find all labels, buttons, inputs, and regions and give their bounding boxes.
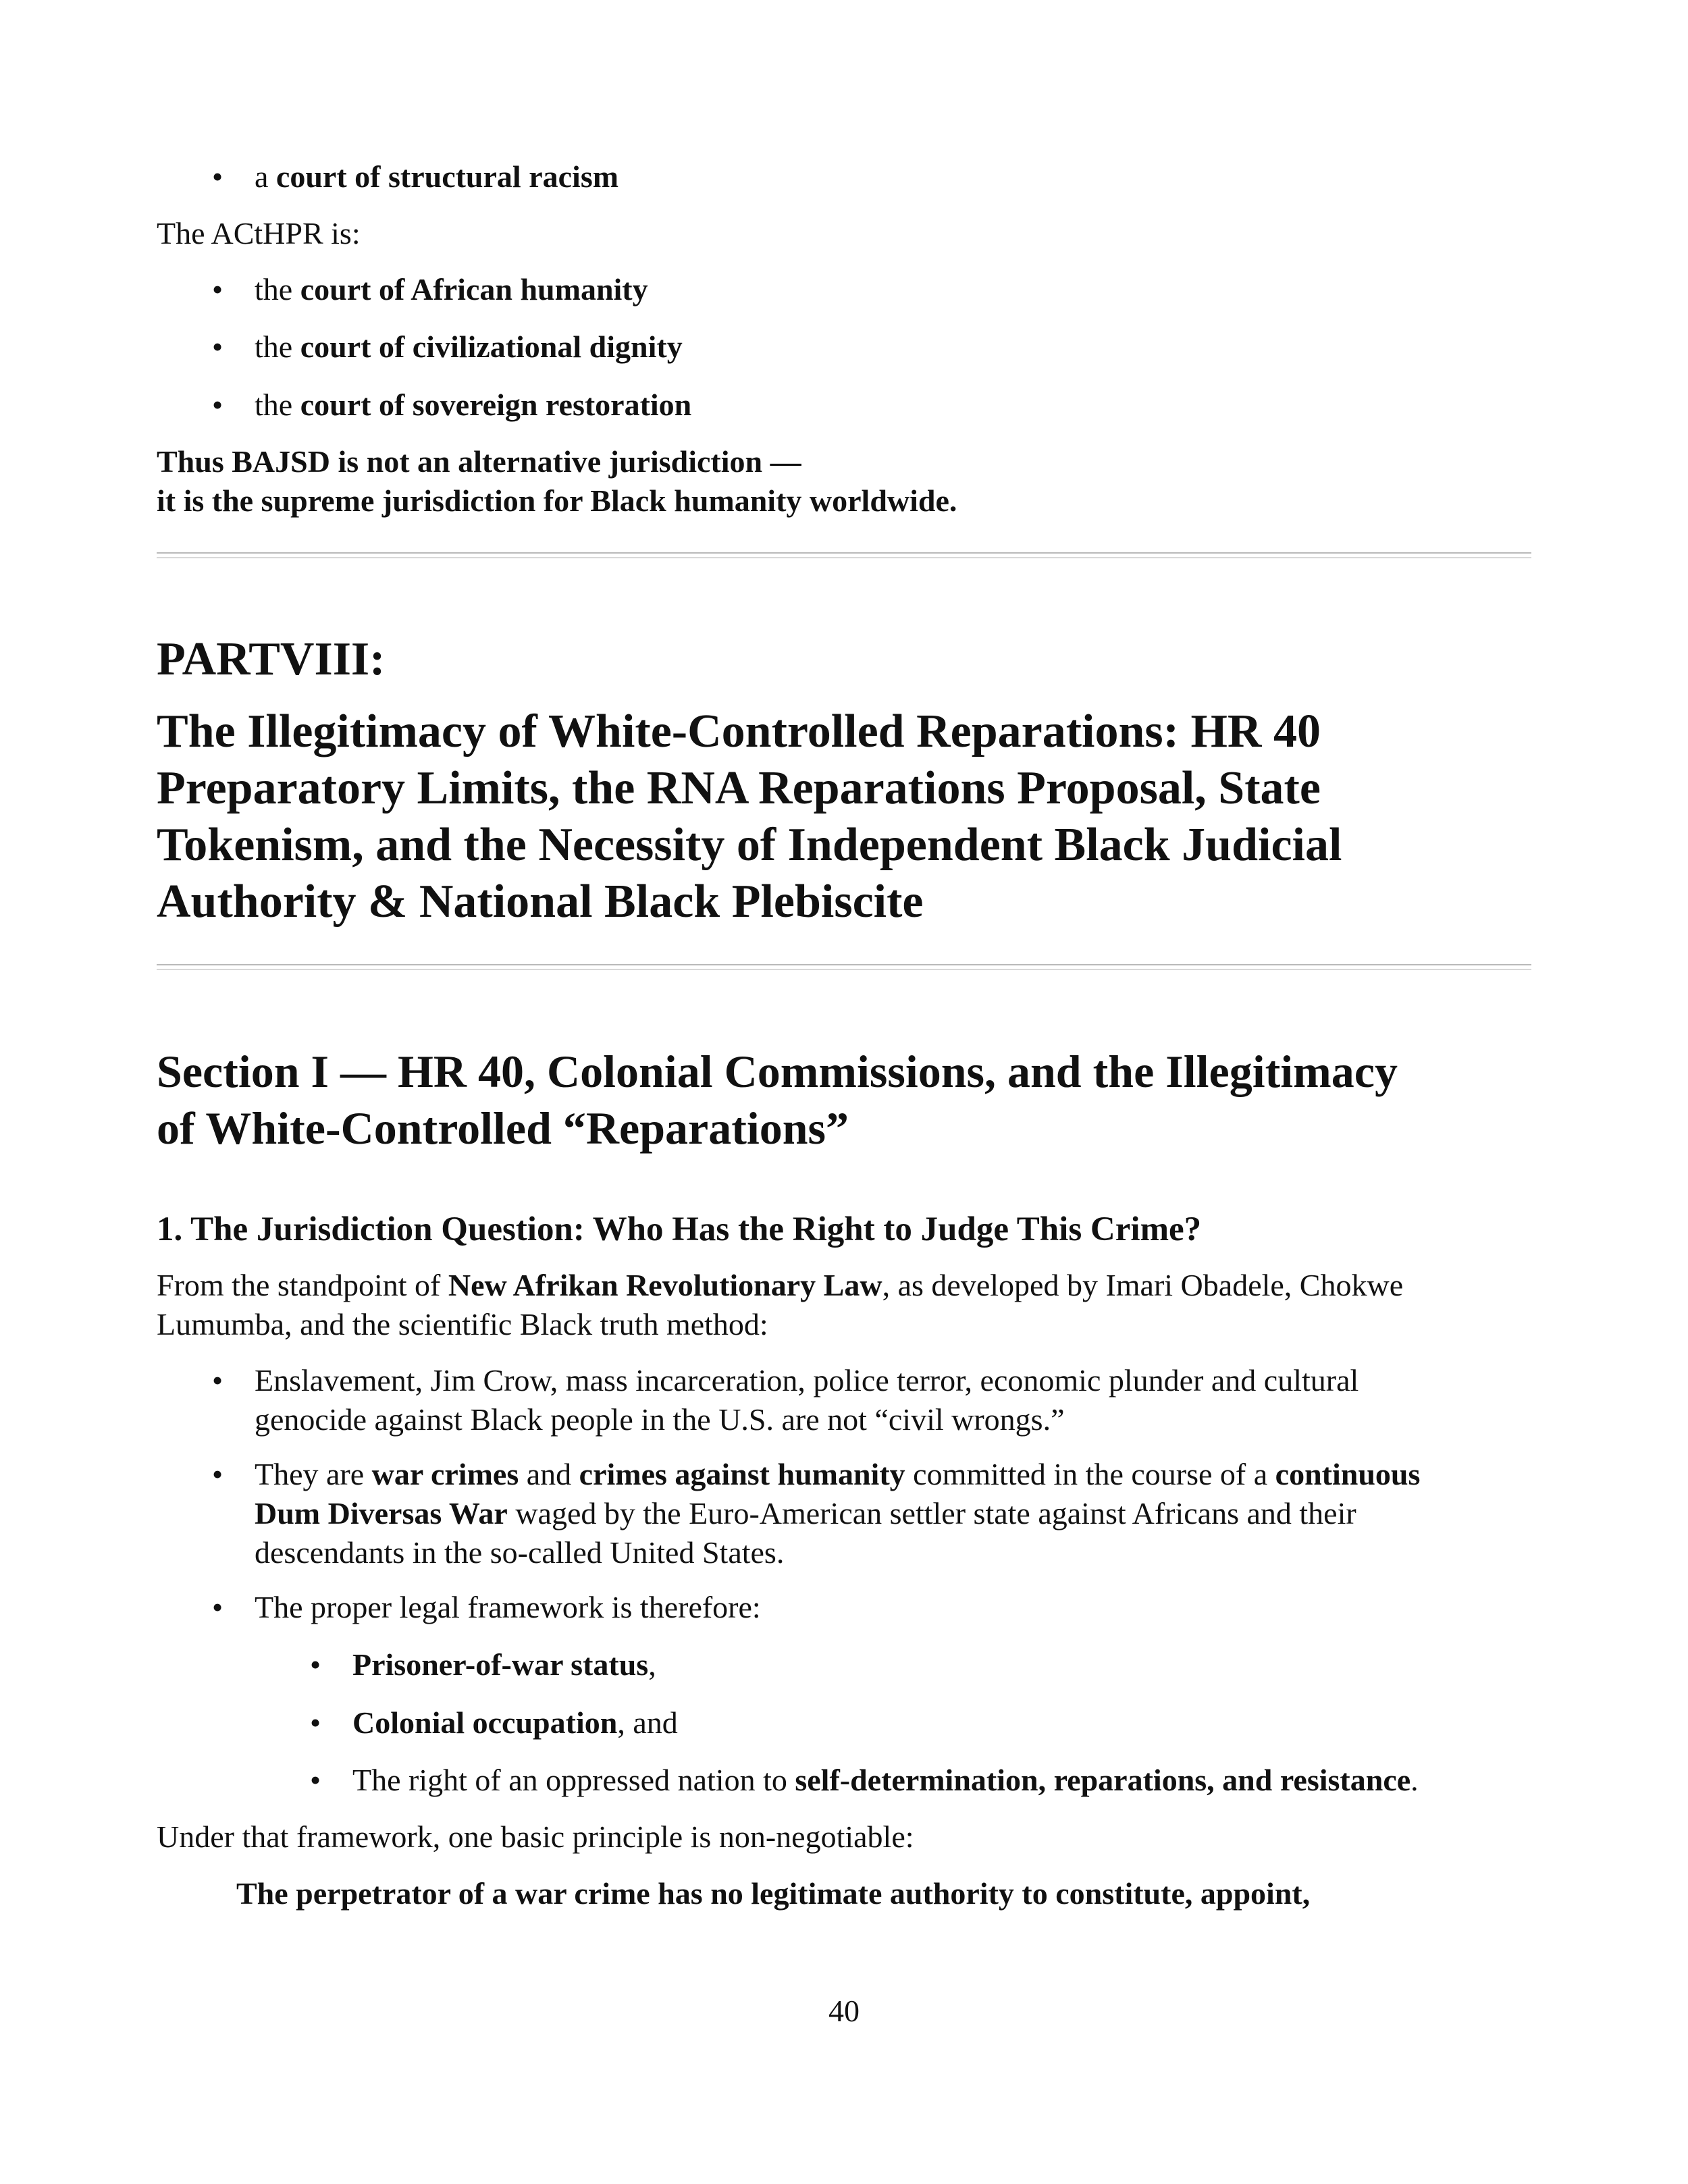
conclusion-line-1: Thus BAJSD is not an alternative jurisdiction —	[157, 444, 801, 479]
bullet-bold-text: continuous	[1275, 1457, 1421, 1491]
bullet-marker: •	[310, 1647, 321, 1682]
bullet-bold-text: court of African humanity	[300, 272, 648, 307]
part-title-line: Tokenism, and the Necessity of Independent Black Judicial	[157, 819, 1342, 871]
principle-statement	[157, 1874, 1531, 1913]
sub-list-item	[157, 1645, 1688, 1684]
horizontal-rule	[157, 964, 1531, 970]
list-item	[157, 1361, 1629, 1439]
page-number: 40	[828, 1994, 860, 2028]
part-title-line: Preparatory Limits, the RNA Reparations Proposal, State	[157, 762, 1321, 814]
bullet-text: Enslavement, Jim Crow, mass incarceration, police terror, economic plunder and cultural	[255, 1363, 1359, 1397]
list-item	[157, 270, 1629, 309]
list-item	[157, 385, 1629, 425]
bullet-text: The right of an oppressed nation to	[352, 1763, 795, 1797]
bullet-text: waged by the Euro-American settler state against Africans and their	[507, 1496, 1356, 1530]
bullet-text: committed in the course of a	[905, 1457, 1275, 1491]
bullet-text: and	[519, 1457, 579, 1491]
bullet-bold-text: court of sovereign restoration	[300, 388, 692, 422]
bullet-bold-text: war crimes	[371, 1457, 519, 1491]
bullet-text: the	[255, 272, 293, 307]
bullet-marker: •	[212, 329, 223, 364]
bullet-text: The proper legal framework is therefore:	[255, 1590, 761, 1624]
bullet-bold-text: court of structural racism	[275, 159, 619, 194]
bullet-text: the	[255, 388, 293, 422]
section-title	[157, 1043, 1531, 1156]
bullet-text: ,	[648, 1647, 656, 1682]
intro-text: From the standpoint of	[157, 1268, 448, 1302]
paragraph-intro: The ACtHPR is:	[157, 216, 361, 250]
list-item	[157, 1588, 1629, 1627]
bullet-text: .	[1410, 1763, 1419, 1797]
intro-text: Lumumba, and the scientific Black truth method:	[157, 1307, 768, 1341]
bullet-text: , and	[617, 1705, 678, 1740]
bullet-marker: •	[310, 1763, 321, 1797]
principle-bold-text: The perpetrator of a war crime has no legitimate authority to constitute, appoint,	[236, 1876, 1311, 1911]
bullet-bold-text: Prisoner-of-war status	[352, 1647, 649, 1682]
bullet-bold-text: crimes against humanity	[579, 1457, 905, 1491]
bullet-marker: •	[310, 1705, 321, 1740]
part-label: PARTVIII:	[157, 633, 386, 685]
part-title	[157, 703, 1531, 930]
bullet-text: a	[255, 159, 269, 194]
part-title-line: Authority & National Black Plebiscite	[157, 876, 924, 928]
part-title-line: The Illegitimacy of White-Controlled Reparations: HR 40	[157, 705, 1321, 757]
subsection-heading: 1. The Jurisdiction Question: Who Has the Right to Judge This Crime?	[157, 1210, 1202, 1248]
bullet-marker: •	[212, 272, 223, 307]
principle-intro: Under that framework, one basic principle is non-negotiable:	[157, 1819, 914, 1854]
intro-text: , as developed by Imari Obadele, Chokwe	[882, 1268, 1404, 1302]
list-item	[157, 157, 1629, 196]
sub-list-item	[157, 1761, 1688, 1800]
bullet-bold-text: court of civilizational dignity	[300, 329, 683, 364]
bullet-marker: •	[212, 1590, 223, 1624]
list-item	[157, 327, 1629, 367]
bullet-bold-text: Colonial occupation	[352, 1705, 618, 1740]
bullet-bold-text: self-determination, reparations, and resistance	[795, 1763, 1411, 1797]
horizontal-rule	[157, 552, 1531, 558]
conclusion-line-2: it is the supreme jurisdiction for Black humanity worldwide.	[157, 483, 957, 518]
bullet-marker: •	[212, 388, 223, 422]
section-title-line: Section I — HR 40, Colonial Commissions, and the Illegitimacy	[157, 1046, 1398, 1097]
intro-bold-text: New Afrikan Revolutionary Law	[448, 1268, 882, 1302]
bullet-text: They are	[255, 1457, 372, 1491]
conclusion-paragraph	[157, 442, 1531, 521]
bullet-text: descendants in the so-called United States.	[255, 1535, 785, 1570]
bullet-marker: •	[212, 1457, 223, 1491]
bullet-marker: •	[212, 1363, 223, 1397]
list-item	[157, 1455, 1629, 1572]
bullet-bold-text: Dum Diversas War	[255, 1496, 508, 1530]
section-title-line: of White-Controlled “Reparations”	[157, 1102, 849, 1154]
bullet-marker: •	[212, 159, 223, 194]
bullet-text: genocide against Black people in the U.S. are not “civil wrongs.”	[255, 1402, 1065, 1437]
bullet-text: the	[255, 329, 293, 364]
sub-list-item	[157, 1703, 1688, 1742]
intro-paragraph	[157, 1266, 1531, 1344]
